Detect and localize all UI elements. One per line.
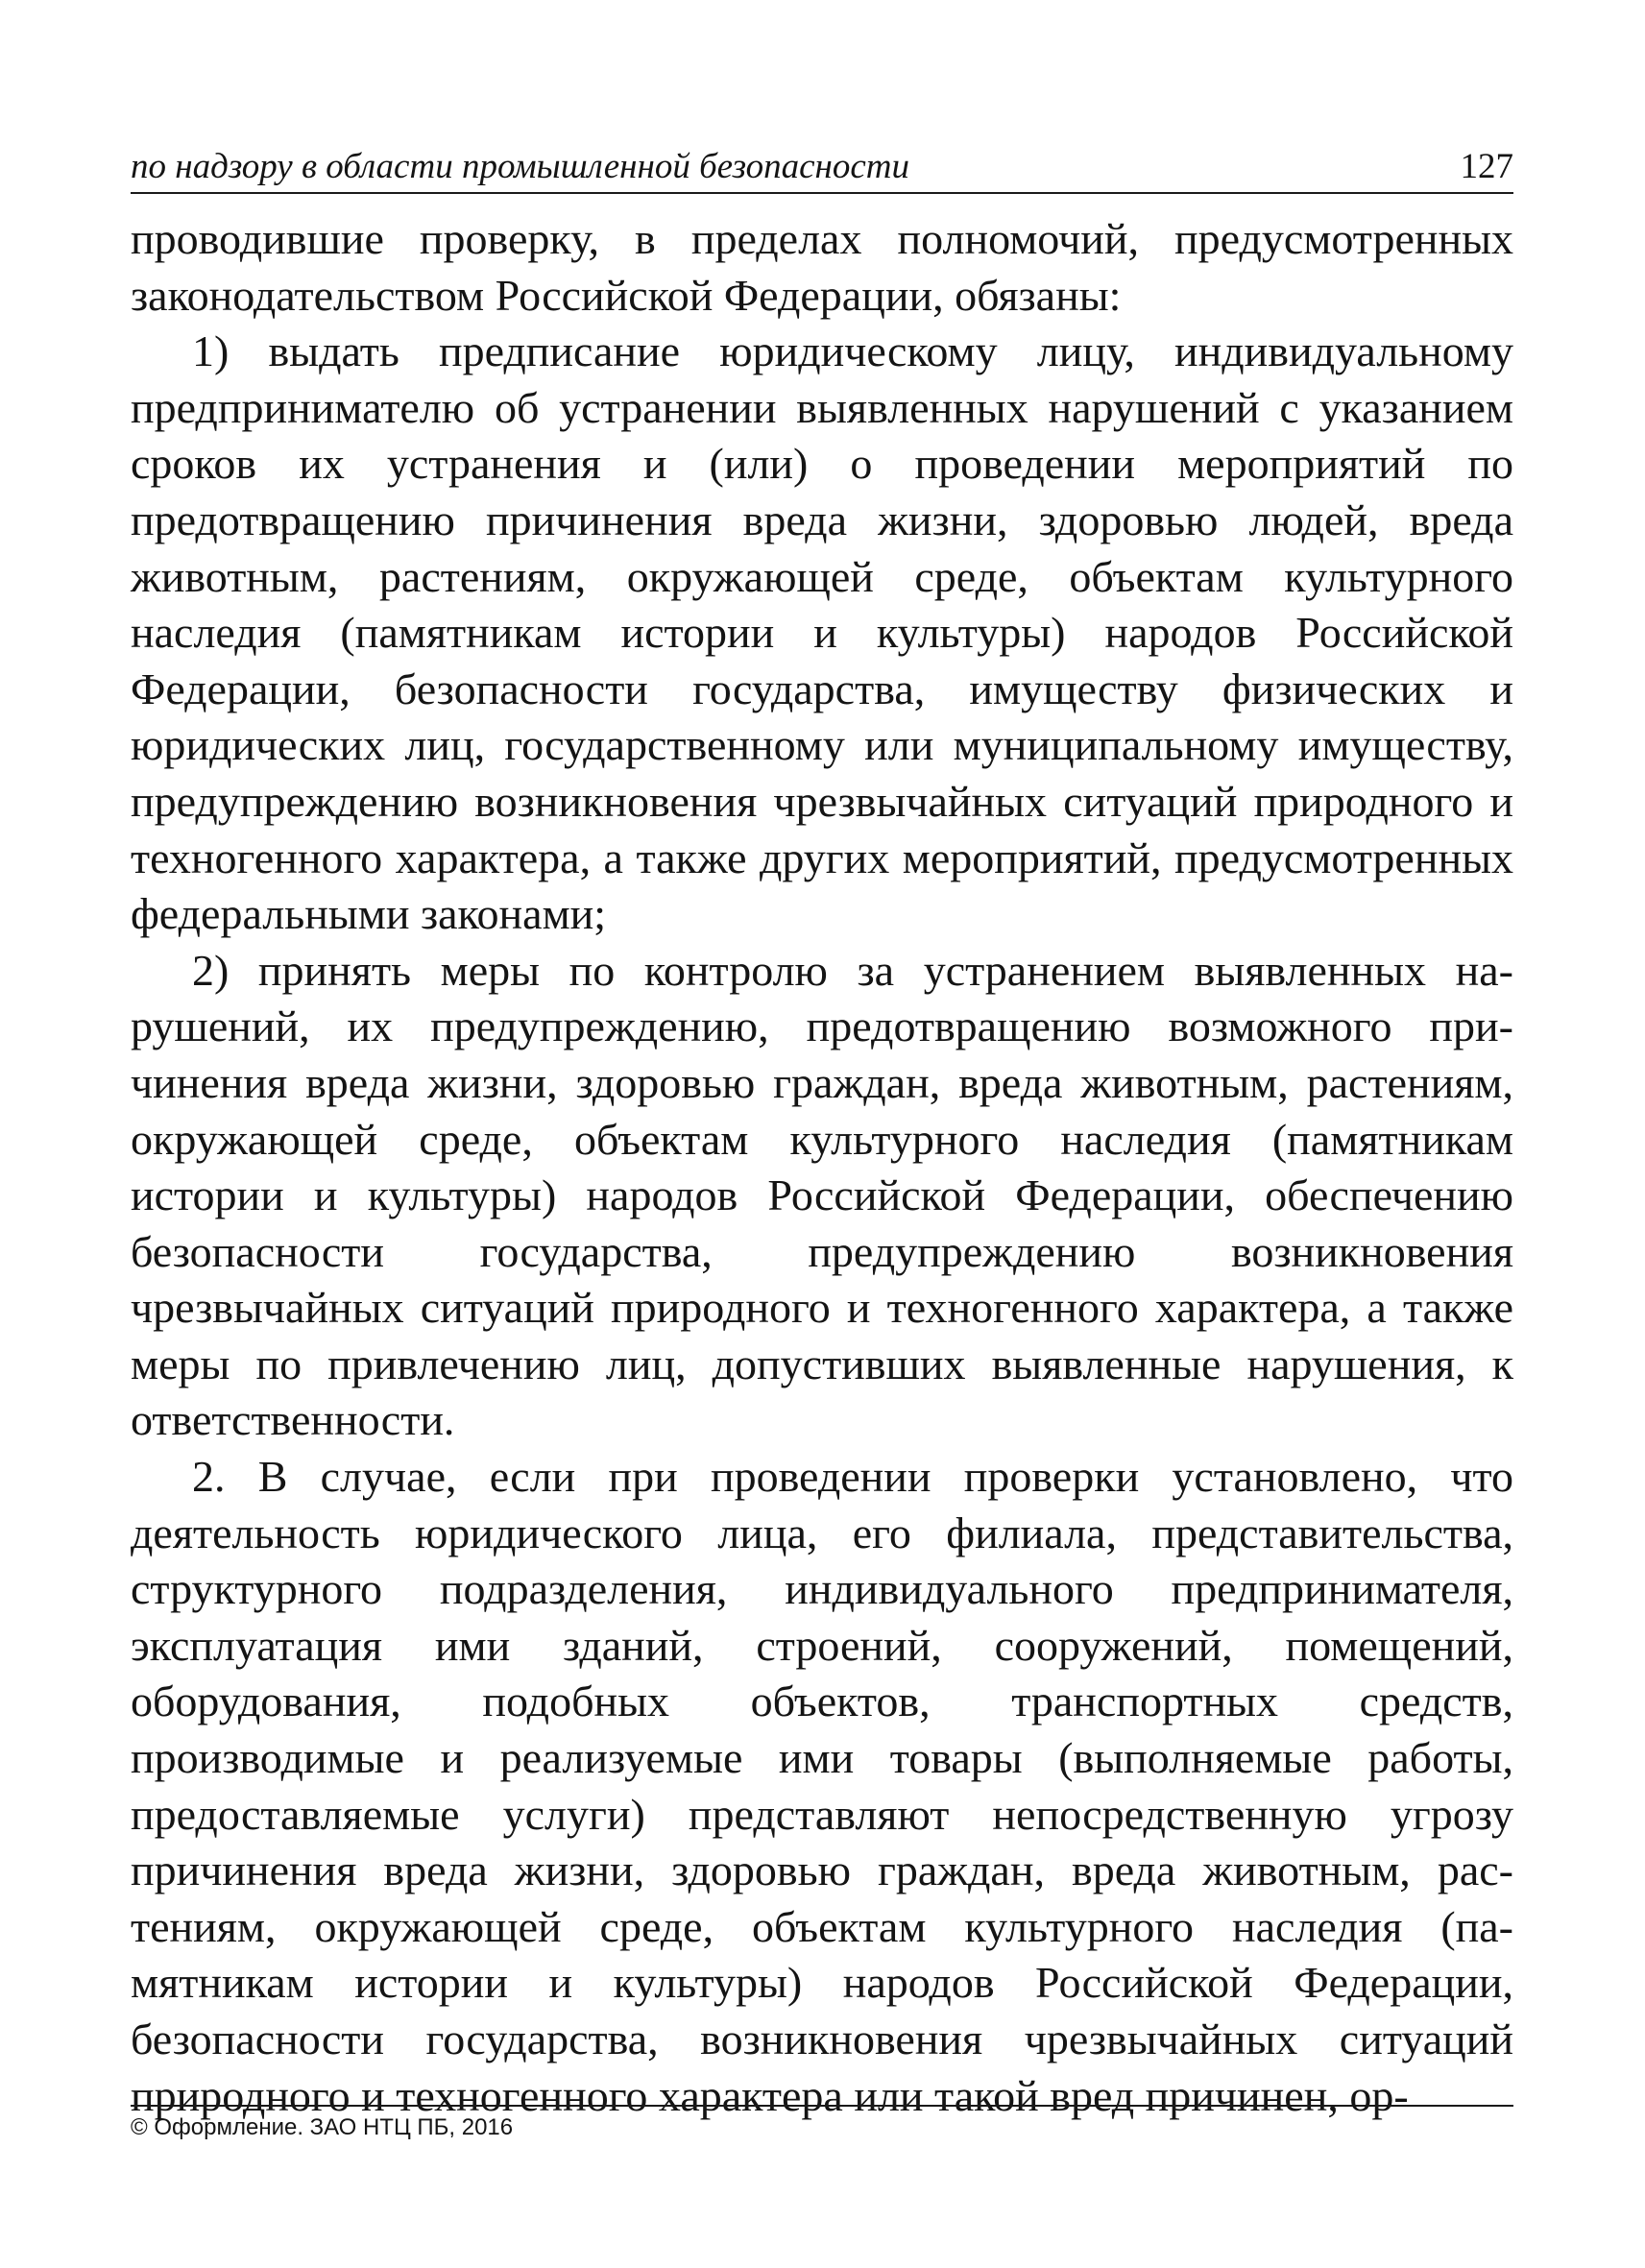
page-number: 127 xyxy=(1460,147,1513,186)
paragraph-item-1: 1) выдать предписание юридическому лицу, индивидуальному предпринимателю об устранении выявленных нарушений с указанием сроков их устранения и (или) о проведении мероприятий по предотвращению причинения вреда жизни, здоровью людей, вреда животным, растениям, окружающей среде, объектам культурного наследия (памятникам истории и культуры) народов Российской Федерации, безопасности государства, имуществу физических и юридических лиц, государственному или муниципальному имуществу, предупреждению возникновения чрезвычайных ситуаций природного и техногенного характера, а также других мероприятий, предусмотренных федеральными законами; xyxy=(131,326,1513,939)
running-header xyxy=(131,142,1513,194)
footer-copyright: © Оформление. ЗАО НТЦ ПБ, 2016 xyxy=(131,2114,514,2140)
paragraph-point-2: 2. В случае, если при проведении проверки установлено, что деятельность юридического лица, его филиала, представительства, структурного подразделения, индивидуального предпринимателя, эксплуатация ими зданий, строений, сооружений, помещений, оборудования, подобных объектов, транспортных средств, производимые и реализуемые ими товары (выполняемые работы, предоставляемые услуги) представляют непосредственную угрозу причинения вреда жизни, здоровью граждан, вреда животным, растениям, окружающей среде, объектам культурного наследия (памятникам истории и культуры) народов Российской Федерации, безопасности государства, возникновения чрезвычайных ситуаций природного и техногенного характера или такой вред причинен, ор- xyxy=(131,1452,1513,2120)
footer-divider xyxy=(131,2105,1513,2107)
paragraph-item-2: 2) принять меры по контролю за устранением выявленных нарушений, их предупреждению, предотвращению возможного причинения вреда жизни, здоровью граждан, вреда животным, растениям, окружающей среде, объектам культурного наследия (памятникам истории и культуры) народов Российской Федерации, обеспечению безопасности государства, предупреждению возникновения чрезвычайных ситуаций природного и техногенного характера, а также меры по привлечению лиц, допустивших выявленные нарушения, к ответственности. xyxy=(131,945,1513,1445)
running-title: по надзору в области промышленной безопасности xyxy=(131,147,909,186)
body-text xyxy=(131,211,1513,2120)
paragraph-continuation: проводившие проверку, в пределах полномочий, предусмотренных законодательством Российской Федерации, обязаны: xyxy=(131,214,1513,320)
